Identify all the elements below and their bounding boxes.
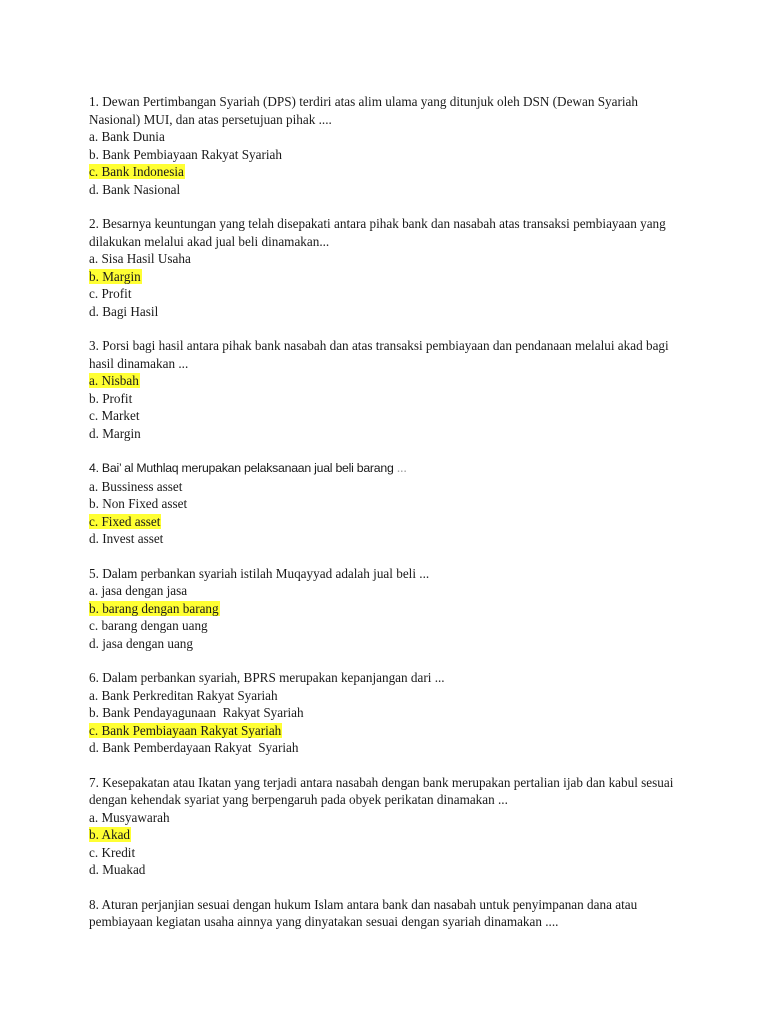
- option-c: [89, 285, 689, 303]
- option-text: a. Bank Perkreditan Rakyat Syariah: [89, 687, 278, 703]
- option-text: c. barang dengan uang: [89, 618, 208, 633]
- option-c-highlighted: [89, 163, 689, 181]
- option-text: a. Musyawarah: [89, 809, 170, 825]
- question-8: [89, 896, 689, 931]
- option-text: b. Non Fixed asset: [89, 496, 188, 511]
- option-b-highlighted: [89, 826, 689, 844]
- option-a-highlighted: [89, 372, 689, 390]
- option-a: [89, 478, 689, 496]
- option-d: [89, 635, 689, 653]
- option-text: b. Akad: [89, 827, 131, 842]
- option-b: [89, 704, 689, 722]
- question-main-text: 4. Bai’ al Muthlaq merupakan pelaksanaan jual beli barang: [89, 461, 394, 475]
- option-text: c. Profit: [89, 286, 132, 301]
- option-b-highlighted: [89, 600, 689, 618]
- option-text: a. Bussiness asset: [89, 478, 183, 494]
- option-d: [89, 181, 689, 199]
- option-c-highlighted: [89, 513, 689, 531]
- option-text: d. Bank Nasional: [89, 181, 181, 197]
- question-ellipsis: ...: [393, 460, 407, 475]
- option-text: c. Kredit: [89, 844, 136, 860]
- option-text: b. Bank Pendayagunaan Rakyat Syariah: [89, 705, 304, 720]
- question-text: 1. Dewan Pertimbangan Syariah (DPS) terdiri atas alim ulama yang ditunjuk oleh DSN (Dewan Syariah Nasional) MUI, dan atas persetujuan pihak ....: [89, 94, 638, 127]
- option-text: b. Bank Pembiayaan Rakyat Syariah: [89, 146, 283, 162]
- option-text: a. Sisa Hasil Usaha: [89, 251, 191, 266]
- option-d: [89, 739, 689, 757]
- option-text: a. Nisbah: [89, 373, 139, 388]
- question-2: [89, 215, 689, 320]
- option-text: c. Bank Indonesia: [89, 164, 184, 179]
- option-text: d. Margin: [89, 425, 141, 441]
- option-a: [89, 128, 689, 146]
- option-text: d. Bagi Hasil: [89, 303, 159, 319]
- option-text: d. Muakad: [89, 862, 146, 877]
- question-text: 6. Dalam perbankan syariah, BPRS merupakan kepanjangan dari ...: [89, 670, 445, 685]
- quiz-content: [89, 93, 689, 948]
- option-text: c. Market: [89, 408, 140, 423]
- option-c: [89, 407, 689, 425]
- question-1: [89, 93, 689, 198]
- option-a: [89, 809, 689, 827]
- option-text: d. Invest asset: [89, 531, 164, 546]
- question-3: [89, 337, 689, 442]
- question-text: 8. Aturan perjanjian sesuai dengan hukum Islam antara bank dan nasabah untuk penyimpanan dana atau pembiayaan kegiatan usaha ainnya yang dinyatakan sesuai dengan syariah dinamakan ....: [89, 896, 638, 929]
- option-text: d. Bank Pemberdayaan Rakyat Syariah: [89, 740, 299, 755]
- option-d: [89, 861, 689, 879]
- option-d: [89, 303, 689, 321]
- option-c: [89, 844, 689, 862]
- option-text: b. Profit: [89, 390, 133, 406]
- question-text: 7. Kesepakatan atau Ikatan yang terjadi antara nasabah dengan bank merupakan pertalian ijab dan kabul sesuai dengan kehendak syariat yang berpengaruh pada obyek perikatan dinamakan ...: [89, 774, 674, 807]
- option-text: a. jasa dengan jasa: [89, 583, 188, 598]
- option-b: [89, 390, 689, 408]
- question-text: 5. Dalam perbankan syariah istilah Muqayyad adalah jual beli ...: [89, 565, 430, 581]
- question-7: [89, 774, 689, 879]
- option-b: [89, 495, 689, 513]
- option-d: [89, 530, 689, 548]
- option-c-highlighted: [89, 722, 689, 740]
- option-text: b. Margin: [89, 268, 141, 284]
- option-a: [89, 582, 689, 600]
- question-6: [89, 669, 689, 757]
- question-4: [89, 459, 689, 548]
- option-text: c. Fixed asset: [89, 513, 161, 529]
- question-text: 3. Porsi bagi hasil antara pihak bank nasabah dan atas transaksi pembiayaan dan pendanaan melalui akad bagi hasil dinamakan ...: [89, 338, 669, 371]
- option-text: c. Bank Pembiayaan Rakyat Syariah: [89, 722, 282, 738]
- question-text: 2. Besarnya keuntungan yang telah disepakati antara pihak bank dan nasabah atas transaksi pembiayaan yang dilakukan melalui akad jual beli dinamakan...: [89, 216, 666, 249]
- option-text: a. Bank Dunia: [89, 129, 165, 144]
- option-d: [89, 425, 689, 443]
- option-text: b. barang dengan barang: [89, 600, 219, 616]
- option-c: [89, 617, 689, 635]
- question-5: [89, 565, 689, 653]
- option-a: [89, 687, 689, 705]
- option-a: [89, 250, 689, 268]
- option-b-highlighted: [89, 268, 689, 286]
- question-text: [89, 459, 689, 478]
- option-b: [89, 146, 689, 164]
- option-text: d. jasa dengan uang: [89, 635, 193, 651]
